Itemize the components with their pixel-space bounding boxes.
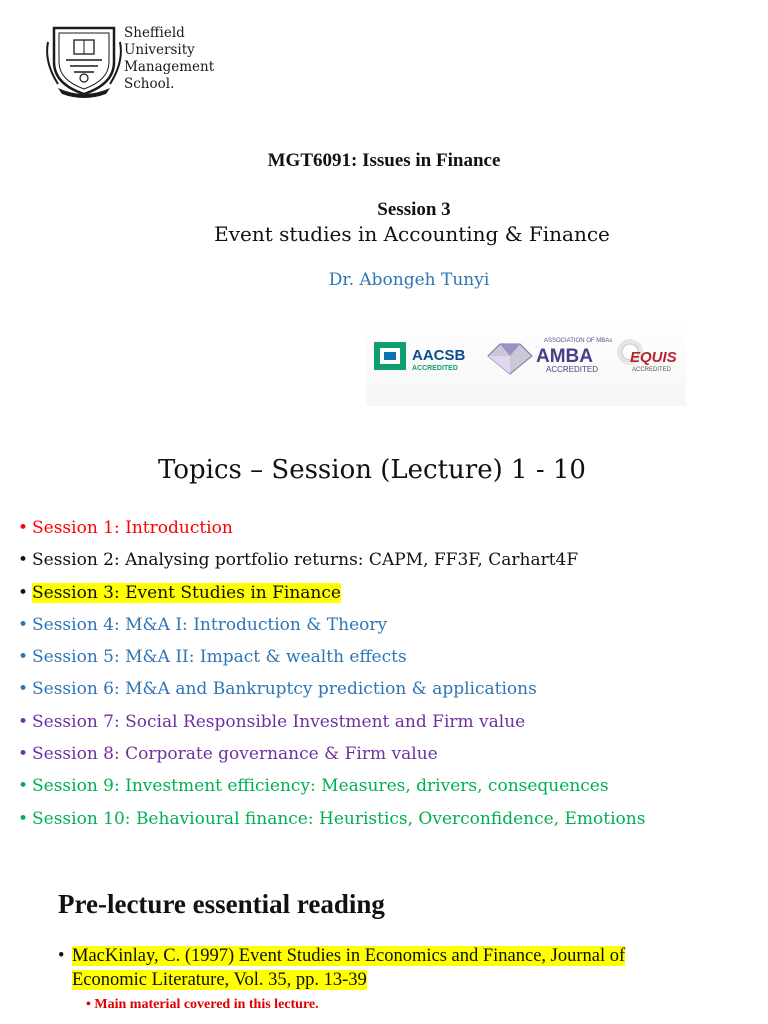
topic-text: Session 2: Analysing portfolio returns: CAPM, FF3F, Carhart4F (32, 550, 579, 571)
session-subtitle: Event studies in Accounting & Finance (214, 222, 610, 246)
topic-text: Session 8: Corporate governance & Firm value (32, 744, 438, 765)
topic-text: Session 9: Investment efficiency: Measures, drivers, consequences (32, 776, 609, 797)
bullet: • (18, 679, 29, 700)
reading-citation-line: MacKinlay, C. (1997) Event Studies in Economics and Finance, Journal of (72, 946, 626, 966)
lecturer-name: Dr. Abongeh Tunyi (328, 270, 490, 290)
topic-item (18, 772, 645, 804)
topic-item (18, 675, 645, 707)
accreditation-logos (366, 318, 686, 406)
university-crest-logo (44, 22, 124, 98)
reading-heading: Pre-lecture essential reading (58, 889, 385, 919)
bullet: • (18, 744, 29, 765)
bullet: • (18, 582, 29, 603)
reading-citation (72, 944, 732, 992)
bullet: • (18, 776, 29, 797)
reading-note (86, 997, 319, 1013)
school-name-line: School. (124, 76, 175, 92)
aacsb-logo (374, 340, 486, 374)
topic-text: Session 4: M&A I: Introduction & Theory (32, 614, 388, 635)
topic-item (18, 514, 645, 546)
amba-top: ASSOCIATION OF MBAs (544, 338, 612, 344)
topic-text: Session 7: Social Responsible Investment and Firm value (32, 711, 526, 732)
bullet: • (18, 614, 29, 635)
bullet: • (18, 808, 29, 829)
course-title: MGT6091: Issues in Finance (267, 150, 501, 171)
topic-item (18, 740, 645, 772)
school-name-line: University (124, 42, 195, 58)
bullet: • (18, 711, 29, 732)
topic-item (18, 611, 645, 643)
bullet: • (18, 647, 29, 668)
topic-item (18, 546, 645, 578)
topic-text: Session 5: M&A II: Impact & wealth effects (32, 647, 407, 668)
school-name (124, 25, 214, 93)
topics-list (18, 514, 645, 837)
topic-item (18, 708, 645, 740)
topic-text: Session 10: Behavioural finance: Heuristics, Overconfidence, Emotions (32, 808, 646, 829)
equis-sub: ACCREDITED (632, 367, 672, 373)
bullet: • (18, 518, 29, 538)
topic-text: Session 3: Event Studies in Finance (32, 582, 341, 603)
amba-logo (486, 332, 612, 378)
aacsb-name: AACSB (412, 347, 466, 364)
session-number: Session 3 (377, 199, 451, 220)
topic-item (18, 579, 645, 611)
school-name-line: Sheffield (124, 25, 185, 41)
topics-heading: Topics – Session (Lecture) 1 - 10 (158, 455, 586, 485)
equis-name: EQUIS (630, 349, 677, 366)
school-name-line: Management (124, 59, 215, 75)
topic-text: Session 6: M&A and Bankruptcy prediction & applications (32, 679, 537, 700)
bullet: • (18, 550, 29, 571)
topic-item (18, 805, 645, 837)
reading-citation-line: Economic Literature, Vol. 35, pp. 13-39 (72, 970, 367, 990)
note-text: Main material covered in this lecture. (94, 997, 319, 1012)
bullet: • (58, 946, 65, 966)
aacsb-sub: ACCREDITED (412, 365, 458, 372)
topic-item (18, 643, 645, 675)
note-bullet: • (86, 997, 91, 1012)
topic-text: Session 1: Introduction (32, 518, 233, 538)
equis-logo (614, 332, 686, 378)
amba-sub: ACCREDITED (546, 365, 599, 374)
amba-name: AMBA (536, 346, 593, 367)
